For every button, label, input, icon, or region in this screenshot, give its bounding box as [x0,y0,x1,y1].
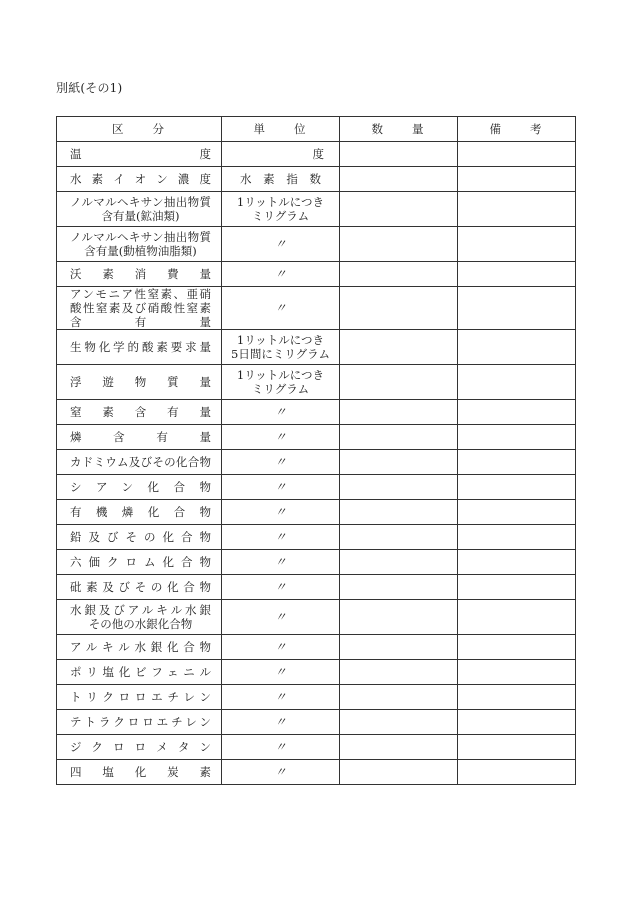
quantity-cell[interactable] [340,600,458,635]
remarks-cell[interactable] [458,365,576,400]
unit-cell [222,760,340,785]
category-text: アンモニア性窒素、亜硝 [70,287,211,301]
category-text: 有機燐化合物 [70,505,211,519]
quantity-cell[interactable] [340,142,458,167]
quantity-cell[interactable] [340,262,458,287]
unit-cell [222,600,340,635]
category-text: 含有量 [70,315,211,329]
quantity-cell[interactable] [340,227,458,262]
remarks-cell[interactable] [458,450,576,475]
unit-cell [222,735,340,760]
category-cell [57,227,222,262]
remarks-cell[interactable] [458,400,576,425]
quantity-cell[interactable] [340,500,458,525]
unit-text: ミリグラム [251,209,310,223]
table-row [57,192,576,227]
ditto-mark: 〃 [274,430,287,444]
ditto-mark: 〃 [274,640,287,654]
table-header-row [57,117,576,142]
category-cell [57,525,222,550]
category-text: 水銀及びアルキル水銀 [70,603,211,617]
remarks-cell[interactable] [458,550,576,575]
table-row [57,500,576,525]
category-cell [57,575,222,600]
table-row [57,475,576,500]
quantity-cell[interactable] [340,760,458,785]
ditto-mark: 〃 [274,505,287,519]
category-text: テトラクロロエチレン [70,715,211,729]
ditto-mark: 〃 [274,740,287,754]
ditto-mark: 〃 [274,555,287,569]
category-text: トリクロロエチレン [70,690,211,704]
remarks-cell[interactable] [458,475,576,500]
table-row [57,287,576,330]
ditto-mark: 〃 [274,480,287,494]
remarks-cell[interactable] [458,167,576,192]
header-unit [222,117,340,142]
category-cell [57,635,222,660]
remarks-cell[interactable] [458,142,576,167]
remarks-cell[interactable] [458,575,576,600]
unit-text: ミリグラム [251,382,310,396]
category-cell [57,550,222,575]
category-cell [57,450,222,475]
remarks-cell[interactable] [458,262,576,287]
unit-cell [222,660,340,685]
table-row [57,525,576,550]
pollutant-table [56,116,576,785]
category-cell [57,500,222,525]
table-row [57,760,576,785]
category-text: アルキル水銀化合物 [70,640,211,654]
category-text: 沃素消費量 [70,267,211,281]
header-quantity-label: 数 量 [371,122,426,136]
table-row [57,425,576,450]
category-cell [57,425,222,450]
remarks-cell[interactable] [458,500,576,525]
quantity-cell[interactable] [340,425,458,450]
category-text: 四塩化炭素 [70,765,211,779]
document-heading: 別紙(その1) [56,81,123,95]
unit-text: 5日間にミリグラム [231,347,330,361]
unit-text: 度 [312,147,324,161]
category-text: その他の水銀化合物 [88,617,193,631]
unit-cell [222,365,340,400]
unit-cell [222,227,340,262]
table-row [57,330,576,365]
quantity-cell[interactable] [340,660,458,685]
remarks-cell[interactable] [458,735,576,760]
quantity-cell[interactable] [340,525,458,550]
quantity-cell[interactable] [340,365,458,400]
header-remarks-label: 備 考 [489,122,544,136]
table-row [57,262,576,287]
table-row [57,227,576,262]
ditto-mark: 〃 [274,455,287,469]
category-text: 含有量(鉱油類) [101,209,180,223]
category-text: 生物化学的酸素要求量 [70,340,211,354]
category-text: 鉛及びその化合物 [70,530,211,544]
table-body [57,142,576,785]
category-cell [57,142,222,167]
quantity-cell[interactable] [340,475,458,500]
unit-text: 1リットルにつき [236,333,325,347]
remarks-cell[interactable] [458,760,576,785]
header-unit-label: 単 位 [253,122,308,136]
remarks-cell[interactable] [458,710,576,735]
category-text: ポリ塩化ビフェニル [70,665,211,679]
category-cell [57,365,222,400]
unit-cell [222,262,340,287]
quantity-cell[interactable] [340,330,458,365]
table-row [57,400,576,425]
table-row [57,365,576,400]
remarks-cell[interactable] [458,525,576,550]
unit-cell [222,550,340,575]
category-cell [57,167,222,192]
category-text: 窒素含有量 [70,405,211,419]
ditto-mark: 〃 [274,267,287,281]
unit-cell [222,287,340,330]
category-text: カドミウム及びその化合物 [70,455,211,469]
quantity-cell[interactable] [340,550,458,575]
category-text: 浮遊物質量 [70,375,211,389]
table-row [57,600,576,635]
header-category-label: 区 分 [112,122,166,136]
quantity-cell[interactable] [340,400,458,425]
ditto-mark: 〃 [274,690,287,704]
ditto-mark: 〃 [274,715,287,729]
table-row [57,685,576,710]
ditto-mark: 〃 [274,237,287,251]
category-cell [57,600,222,635]
unit-cell [222,330,340,365]
unit-cell [222,425,340,450]
unit-cell [222,575,340,600]
quantity-cell[interactable] [340,450,458,475]
category-cell [57,262,222,287]
remarks-cell[interactable] [458,330,576,365]
ditto-mark: 〃 [274,610,287,624]
table-row [57,710,576,735]
category-cell [57,735,222,760]
table-row [57,142,576,167]
table-row [57,575,576,600]
remarks-cell[interactable] [458,685,576,710]
table-row [57,635,576,660]
unit-cell [222,142,340,167]
ditto-mark: 〃 [274,530,287,544]
header-category [57,117,222,142]
quantity-cell[interactable] [340,575,458,600]
category-cell [57,685,222,710]
unit-cell [222,710,340,735]
category-cell [57,287,222,330]
category-text: 酸性窒素及び硝酸性窒素 [70,301,211,315]
table-row [57,735,576,760]
unit-text: 1リットルにつき [236,368,325,382]
table-row [57,550,576,575]
ditto-mark: 〃 [274,765,287,779]
unit-cell [222,450,340,475]
quantity-cell[interactable] [340,735,458,760]
category-cell [57,475,222,500]
remarks-cell[interactable] [458,287,576,330]
unit-text: 水素指数 [240,172,321,186]
category-cell [57,330,222,365]
category-text: 温 度 [70,147,211,161]
unit-cell [222,475,340,500]
category-text: 燐含有量 [70,430,211,444]
unit-cell [222,192,340,227]
category-text: ジクロロメタン [70,740,211,754]
table-row [57,660,576,685]
category-text: 六価クロム化合物 [70,555,211,569]
quantity-cell[interactable] [340,192,458,227]
remarks-cell[interactable] [458,660,576,685]
remarks-cell[interactable] [458,635,576,660]
quantity-cell[interactable] [340,635,458,660]
category-text: 砒素及びその化合物 [70,580,211,594]
ditto-mark: 〃 [274,405,287,419]
unit-cell [222,500,340,525]
unit-cell [222,525,340,550]
quantity-cell[interactable] [340,710,458,735]
category-text: ノルマルヘキサン抽出物質 [70,230,211,244]
category-text: 含有量(動植物油脂類) [84,244,197,258]
category-text: 水素イオン濃度 [70,172,211,186]
quantity-cell[interactable] [340,167,458,192]
ditto-mark: 〃 [274,665,287,679]
unit-cell [222,635,340,660]
ditto-mark: 〃 [274,301,287,315]
table-row [57,167,576,192]
ditto-mark: 〃 [274,580,287,594]
category-cell [57,192,222,227]
unit-cell [222,685,340,710]
remarks-cell[interactable] [458,425,576,450]
unit-cell [222,167,340,192]
category-cell [57,760,222,785]
category-cell [57,660,222,685]
category-text: ノルマルヘキサン抽出物質 [70,195,211,209]
header-quantity [340,117,458,142]
quantity-cell[interactable] [340,287,458,330]
category-cell [57,710,222,735]
quantity-cell[interactable] [340,685,458,710]
remarks-cell[interactable] [458,600,576,635]
table-row [57,450,576,475]
unit-cell [222,400,340,425]
remarks-cell[interactable] [458,192,576,227]
header-remarks [458,117,576,142]
remarks-cell[interactable] [458,227,576,262]
unit-text: 1リットルにつき [236,195,325,209]
category-text: シアン化合物 [70,480,211,494]
category-cell [57,400,222,425]
